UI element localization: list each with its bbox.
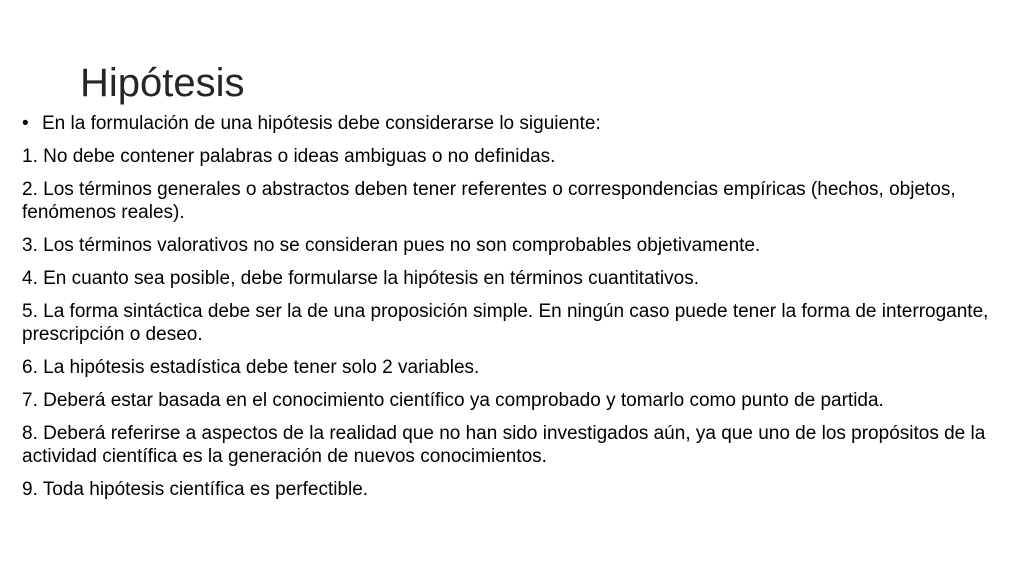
list-item-2: 2. Los términos generales o abstractos deben tener referentes o correspondencias empíricas (hechos, objetos, fenómenos reales). — [22, 179, 956, 223]
list-item-7: 7. Deberá estar basada en el conocimiento científico ya comprobado y tomarlo como punto de partida. — [22, 390, 884, 411]
intro-text: En la formulación de una hipótesis debe considerarse lo siguiente: — [42, 113, 601, 134]
list-item-8: 8. Deberá referirse a aspectos de la realidad que no han sido investigados aún, ya que uno de los propósitos de la actividad científica es la generación de nuevos conocimientos. — [22, 423, 986, 467]
bullet-icon: • — [22, 113, 29, 134]
list-item-3: 3. Los términos valorativos no se consideran pues no son comprobables objetivamente. — [22, 235, 761, 256]
list-item-9: 9. Toda hipótesis científica es perfectible. — [22, 479, 369, 500]
list-item-1: 1. No debe contener palabras o ideas ambiguas o no definidas. — [22, 146, 556, 167]
slide-title: Hipótesis — [80, 61, 245, 105]
list-item-6: 6. La hipótesis estadística debe tener solo 2 variables. — [22, 357, 480, 378]
list-item-5: 5. La forma sintáctica debe ser la de una proposición simple. En ningún caso puede tener la forma de interrogante, prescripción o deseo. — [22, 301, 989, 345]
slide-body — [22, 112, 1012, 511]
list-item-4: 4. En cuanto sea posible, debe formularse la hipótesis en términos cuantitativos. — [22, 268, 699, 289]
intro-bullet — [22, 112, 1012, 135]
